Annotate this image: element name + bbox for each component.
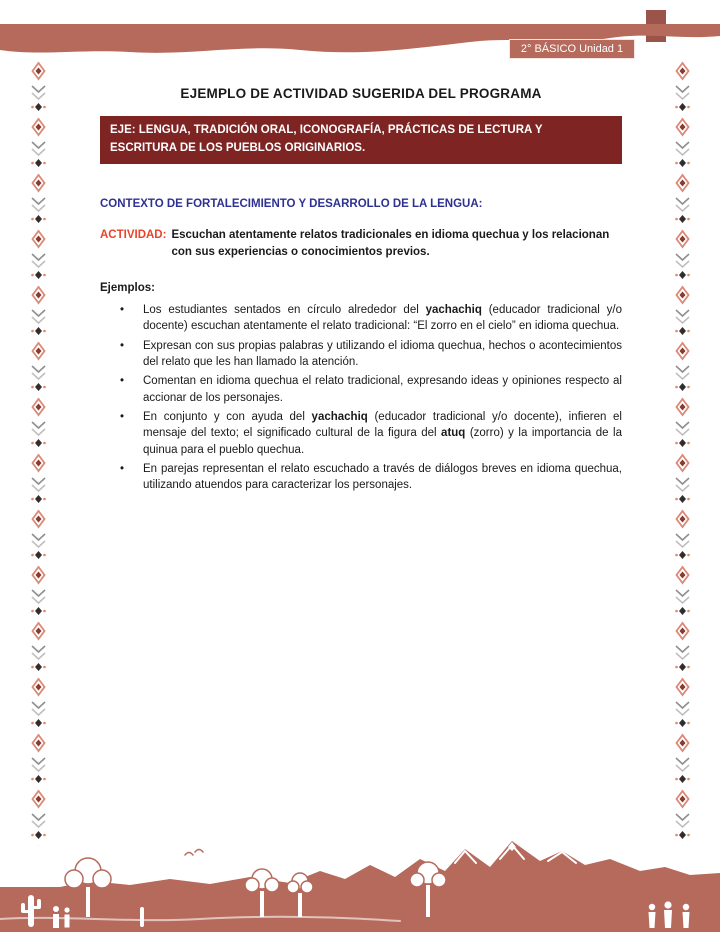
activity-text: Escuchan atentamente relatos tradicionales en idioma quechua y los relacionan con sus experiencias o conocimientos previos. (171, 228, 610, 258)
example-item (120, 409, 622, 458)
footer-landscape-illustration (0, 837, 720, 932)
example-text: Expresan con sus propias palabras y utilizando el idioma quechua, hechos o acontecimientos del relato que les han llamado la atención. (143, 339, 622, 369)
content-area (100, 86, 622, 497)
people-icon (649, 901, 690, 928)
eje-banner: EJE: LENGUA, TRADICIÓN ORAL, ICONOGRAFÍA, PRÁCTICAS DE LECTURA Y ESCRITURA DE LOS PUEBLOS ORIGINARIOS. (100, 116, 622, 164)
example-item (120, 338, 622, 371)
cactus-icon (140, 907, 144, 927)
birds-icon (185, 850, 203, 856)
example-text: Los estudiantes sentados en círculo alrededor del yachachiq (educador tradicional y/o docente) escuchan atentamente el relato tradicional: “El zorro en el cielo” en idioma quechua. (143, 304, 622, 333)
bullet-icon: • (120, 304, 125, 317)
example-text: En parejas representan el relato escuchado a través de diálogos breves en idioma quechua, utilizando atuendos para caracterizar los personajes. (143, 463, 622, 492)
example-text: En conjunto y con ayuda del yachachiq (educador tradicional y/o docente), infieren el mensaje del texto; el significado cultural de la figura del atuq (zorro) y la importancia de la quinua para el pueblo quechua. (143, 411, 623, 456)
unit-badge-label: 2° BÁSICO Unidad 1 (520, 43, 624, 55)
unit-badge (509, 39, 635, 59)
bullet-icon: • (120, 411, 125, 424)
bullet-icon: • (120, 463, 125, 476)
example-item (120, 461, 622, 494)
example-item (120, 373, 622, 406)
bullet-icon: • (120, 375, 125, 388)
activity-line (100, 227, 622, 262)
page-title: EJEMPLO DE ACTIVIDAD SUGERIDA DEL PROGRAMA (180, 86, 542, 101)
examples-heading: Ejemplos: (100, 282, 155, 295)
right-border-pattern (674, 60, 691, 846)
left-border-pattern (30, 60, 47, 846)
example-item (120, 302, 622, 335)
example-text: Comentan en idioma quechua el relato tradicional, expresando ideas y opiniones respecto al accionar de los personajes. (143, 375, 622, 404)
activity-label: ACTIVIDAD: (100, 228, 167, 241)
examples-list (100, 302, 622, 494)
bullet-icon: • (120, 339, 125, 352)
context-heading: CONTEXTO DE FORTALECIMIENTO Y DESARROLLO DE LA LENGUA: (100, 197, 483, 210)
